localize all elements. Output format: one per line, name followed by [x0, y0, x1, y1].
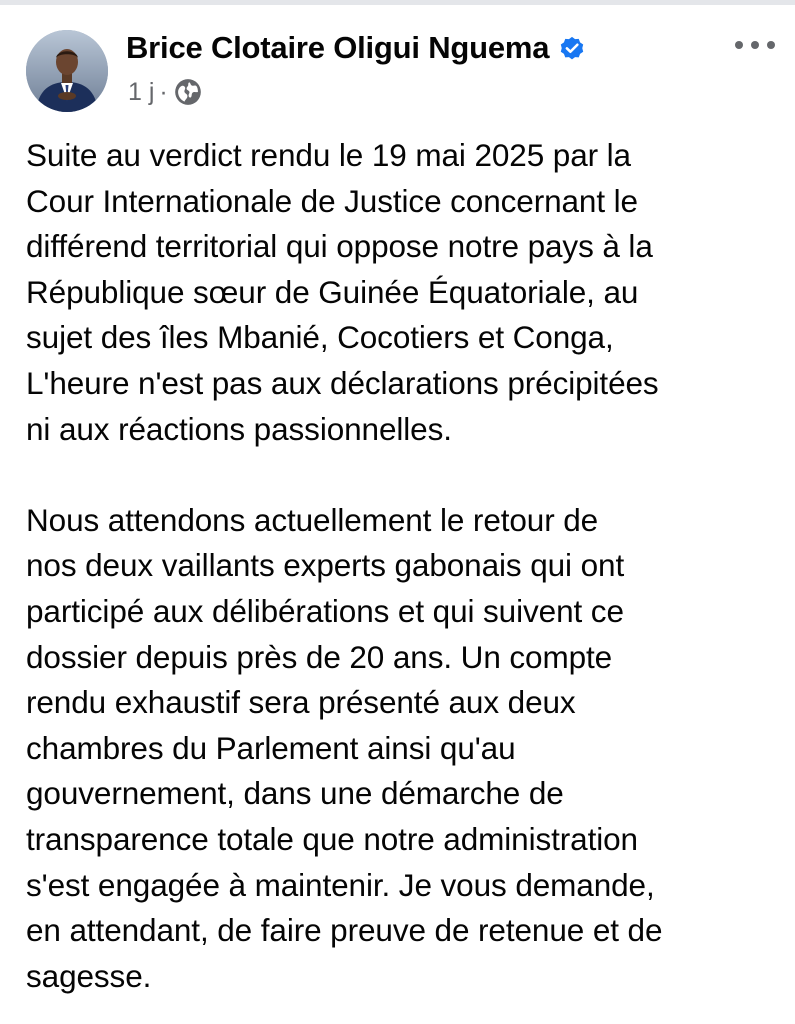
author-row: [126, 26, 586, 70]
more-dot: [767, 41, 775, 49]
more-dot: [735, 41, 743, 49]
text-line: s'est engagée à maintenir. Je vous demande,: [26, 866, 655, 903]
more-dot: [751, 41, 759, 49]
text-line: L'heure n'est pas aux déclarations précipitées: [26, 364, 659, 401]
post-paragraph: [26, 133, 776, 452]
text-line: participé aux délibérations et qui suivent ce: [26, 592, 624, 629]
post-paragraph: [26, 498, 776, 1000]
text-line: chambres du Parlement ainsi qu'au: [26, 729, 516, 766]
text-line: dossier depuis près de 20 ans. Un compte: [26, 638, 613, 675]
top-divider: [0, 0, 795, 5]
text-line: Suite au verdict rendu le 19 mai 2025 par la: [26, 137, 631, 173]
verified-badge-icon: [558, 34, 586, 62]
text-line: transparence totale que notre administration: [26, 820, 638, 857]
text-line: Nous attendons actuellement le retour de: [26, 501, 599, 538]
more-options-icon[interactable]: [735, 30, 775, 60]
text-line: gouvernement, dans une démarche de: [26, 775, 564, 812]
text-line: Cour Internationale de Justice concernant le: [26, 182, 638, 219]
text-line: sagesse.: [26, 957, 152, 994]
text-line: différend territorial qui oppose notre pays à la: [26, 228, 653, 265]
text-line: République sœur de Guinée Équatoriale, au: [26, 273, 639, 310]
text-line: nos deux vaillants experts gabonais qui ont: [26, 547, 625, 584]
author-name[interactable]: Brice Clotaire Oligui Nguema: [126, 30, 550, 65]
text-line: ni aux réactions passionnelles.: [26, 410, 452, 447]
post-timestamp[interactable]: 1 j: [128, 77, 155, 106]
post-meta: [128, 76, 202, 108]
globe-icon[interactable]: [174, 78, 202, 106]
text-line: rendu exhaustif sera présenté aux deux: [26, 684, 576, 721]
text-line: sujet des îles Mbanié, Cocotiers et Conga,: [26, 319, 614, 356]
avatar-portrait-icon: [26, 30, 108, 112]
avatar[interactable]: [26, 30, 108, 112]
post-text: [26, 133, 776, 999]
text-line: en attendant, de faire preuve de retenue et de: [26, 912, 663, 949]
meta-separator: ·: [159, 77, 168, 106]
